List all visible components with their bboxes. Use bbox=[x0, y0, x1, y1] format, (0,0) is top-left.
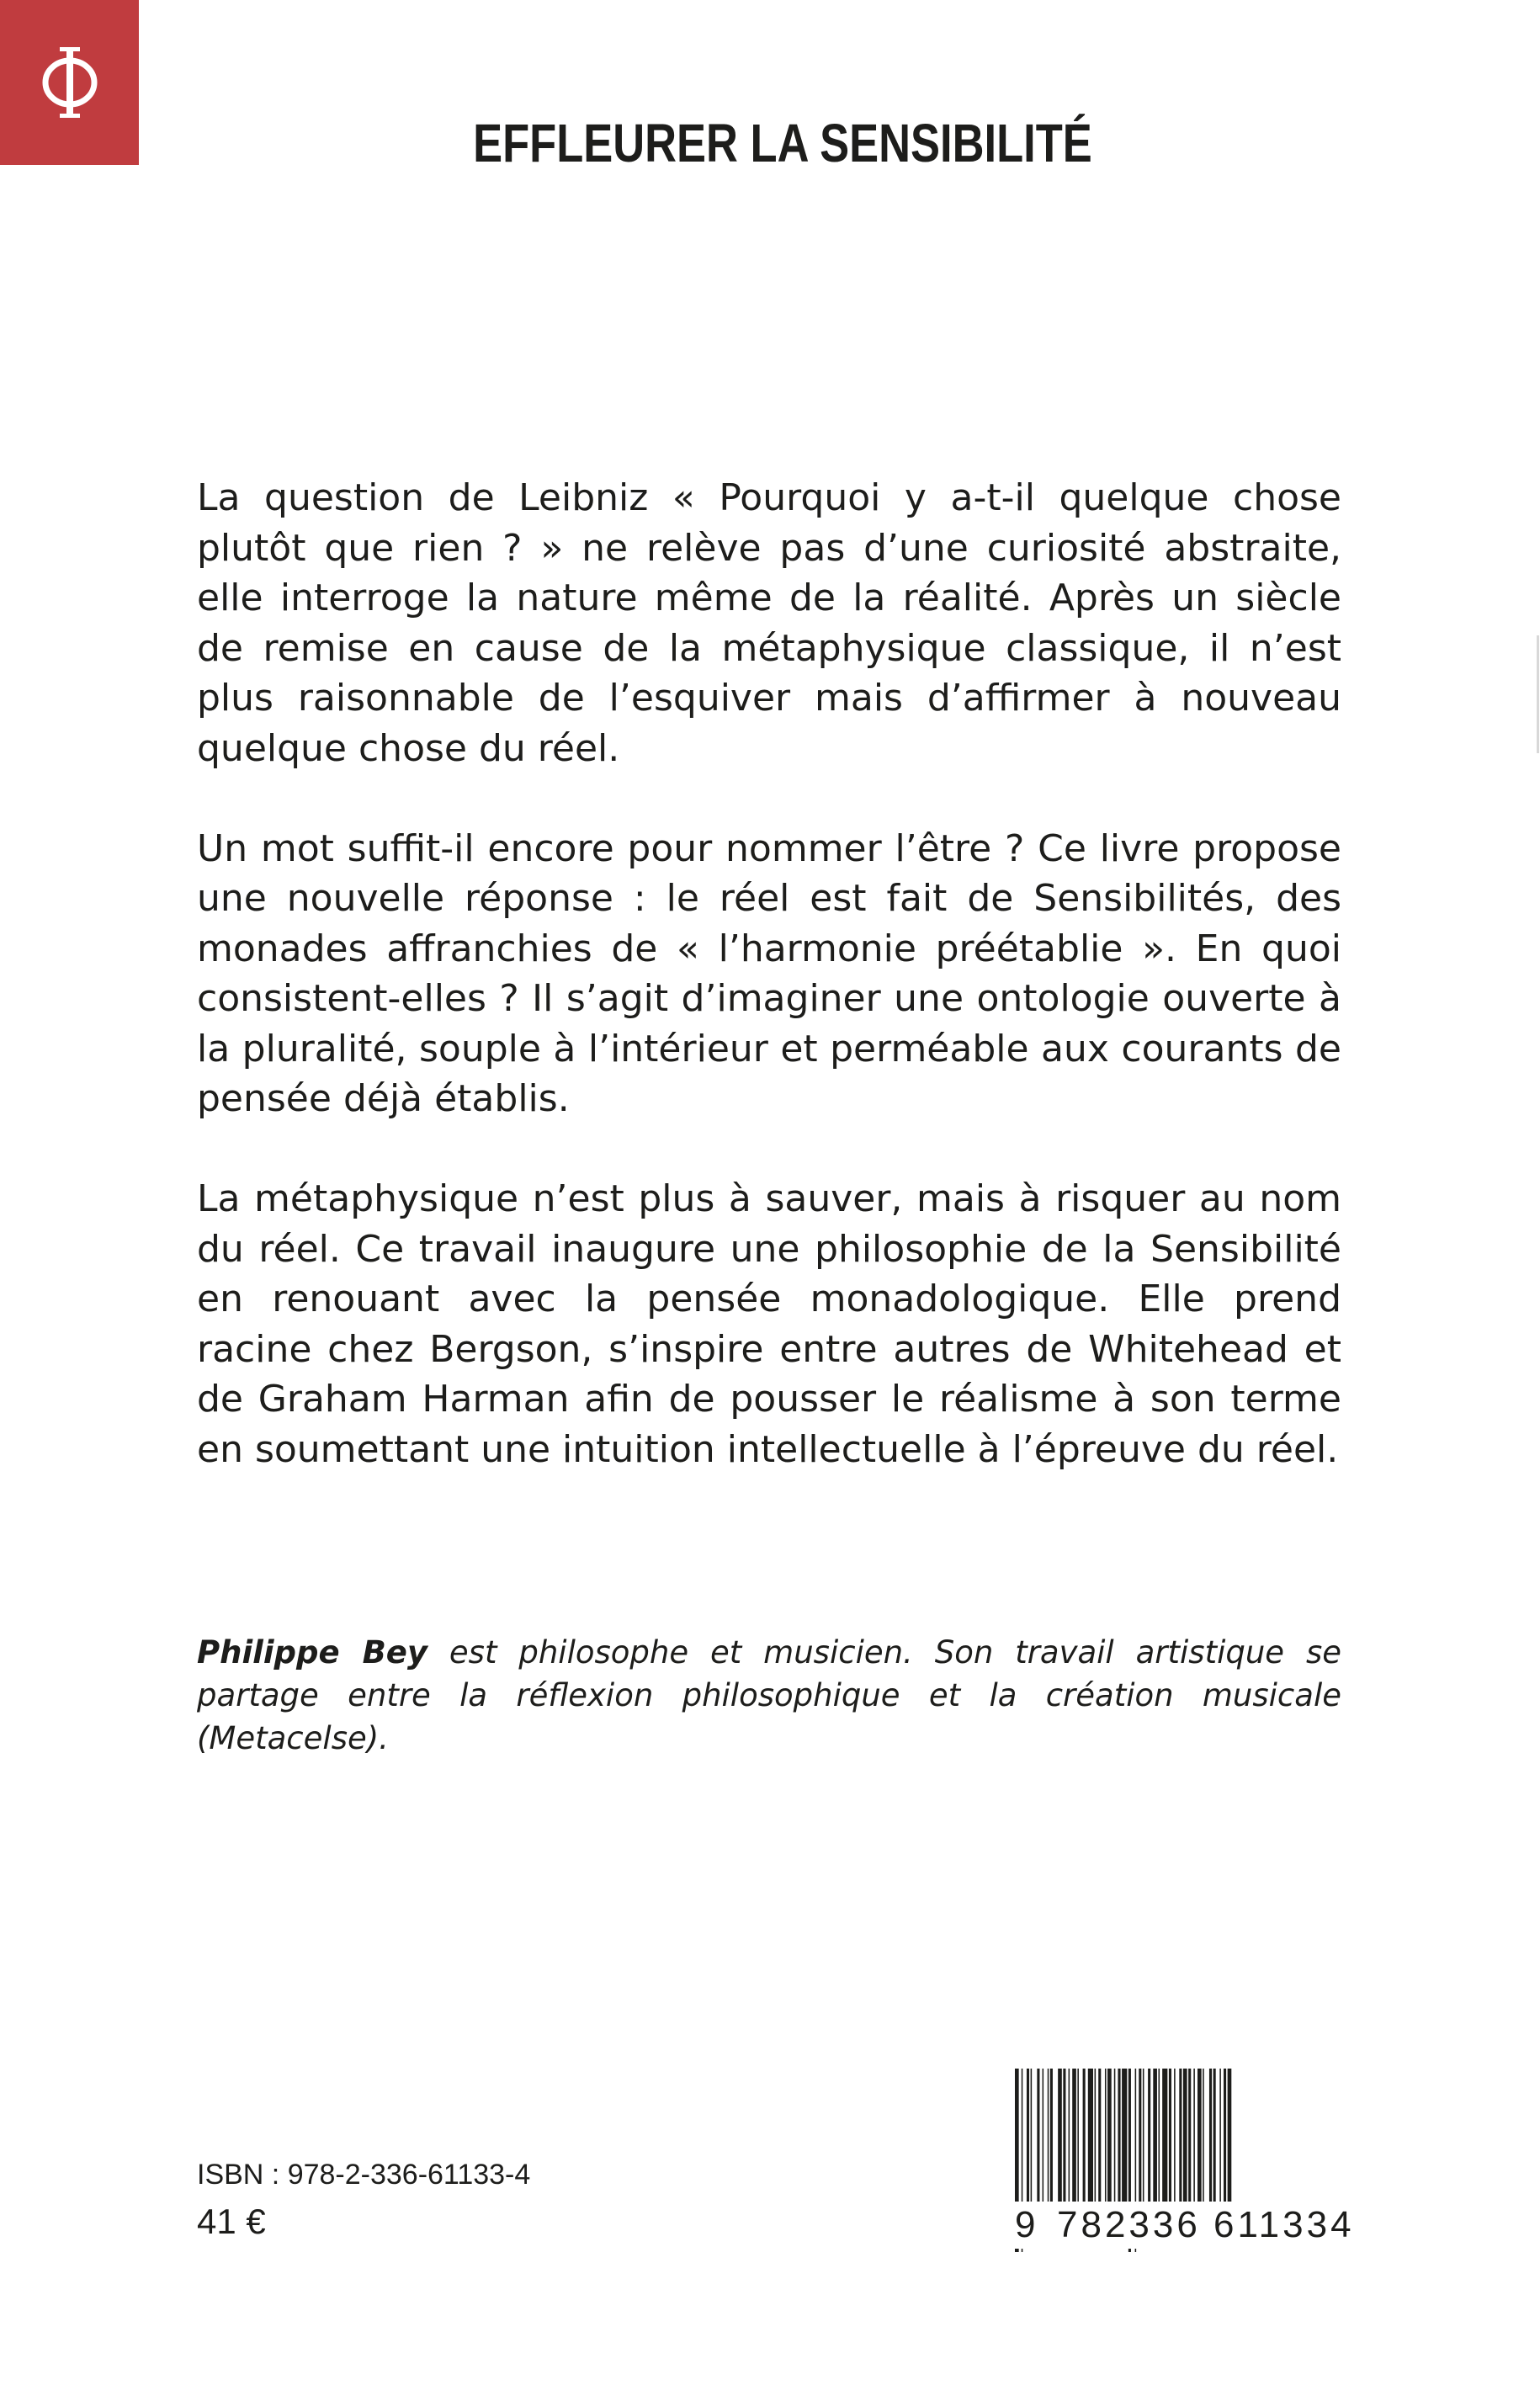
barcode-bar bbox=[1037, 2069, 1039, 2203]
author-description: est philosophe et musicien. Son travail artistique se partage entre la réflexion philosophique et la création musicale (Metacelse). bbox=[197, 1634, 1341, 1756]
edge-mark bbox=[1537, 635, 1539, 753]
author-bio bbox=[197, 1631, 1341, 1760]
barcode-bar bbox=[1048, 2069, 1049, 2203]
barcode-bar bbox=[1050, 2069, 1053, 2203]
barcode-bar bbox=[1197, 2069, 1202, 2203]
barcode-bar bbox=[1114, 2069, 1116, 2203]
barcode-digits bbox=[1015, 2202, 1362, 2249]
publisher-logo bbox=[0, 0, 139, 165]
barcode-bar bbox=[1179, 2069, 1182, 2203]
barcode-bar bbox=[1105, 2069, 1107, 2203]
barcode-bar bbox=[1107, 2069, 1112, 2203]
barcode-bar bbox=[1072, 2069, 1076, 2203]
barcode-bar bbox=[1077, 2069, 1079, 2203]
barcode-bar bbox=[1098, 2069, 1101, 2203]
author-name: Philippe Bey bbox=[197, 1634, 428, 1671]
barcode-bar bbox=[1219, 2069, 1221, 2203]
barcode-bar bbox=[1203, 2069, 1204, 2203]
barcode-bar bbox=[1083, 2069, 1086, 2203]
back-cover-text bbox=[197, 473, 1341, 1525]
barcode-bar bbox=[1118, 2069, 1120, 2203]
barcode-bar bbox=[1153, 2069, 1157, 2203]
barcode-bar bbox=[1088, 2069, 1093, 2203]
barcode-bar bbox=[1148, 2069, 1150, 2203]
barcode-bar bbox=[1162, 2069, 1167, 2203]
barcode-bar bbox=[1043, 2069, 1044, 2203]
isbn: ISBN : 978-2-336-61133-4 bbox=[197, 2159, 531, 2191]
barcode-digits-left: 782336 bbox=[1057, 2204, 1201, 2245]
paragraph: La question de Leibniz « Pourquoi y a-t-il quelque chose plutôt que rien ? » ne relève pas d’une curiosité abstraite, elle interroge la nature même de la réalité. Après un siècle de remise en cause de la métaphysique classique, il n’est plus raisonnable de l’esquiver mais d’affirmer à nouveau quelque chose du réel. bbox=[197, 476, 1341, 770]
barcode-bar bbox=[1122, 2069, 1127, 2203]
barcode-bar bbox=[1228, 2069, 1232, 2203]
barcode-digits-right: 611334 bbox=[1213, 2204, 1355, 2245]
barcode-bar bbox=[1174, 2069, 1176, 2203]
barcode-bar bbox=[1188, 2069, 1191, 2203]
barcode-bar bbox=[1031, 2069, 1033, 2203]
barcode-bar bbox=[1095, 2069, 1097, 2203]
barcode-bar bbox=[1183, 2069, 1187, 2203]
barcode-bar bbox=[1027, 2069, 1029, 2203]
barcode-bar bbox=[1224, 2069, 1226, 2203]
barcode-bar bbox=[1209, 2069, 1212, 2203]
paragraph: La métaphysique n’est plus à sauver, mais à risquer au nom du réel. Ce travail inaugure une philosophie de la Sensibilité en renouant avec la pensée monadologique. Elle prend racine chez Bergson, s’inspire entre autres de Whitehead et de Graham Harman afin de pousser le réalisme à son terme en soumettant une intuition intellectuelle à l’épreuve du réel. bbox=[197, 1177, 1341, 1471]
phi-icon bbox=[32, 32, 108, 133]
barcode-bar bbox=[1058, 2069, 1062, 2203]
barcode-bar bbox=[1193, 2069, 1195, 2203]
barcode-digit-lead: 9 bbox=[1015, 2204, 1036, 2245]
book-title: EFFLEURER LA SENSIBILITÉ bbox=[473, 113, 1092, 173]
barcode-bar bbox=[1063, 2069, 1065, 2203]
barcode-bar bbox=[1159, 2069, 1160, 2203]
barcode-bar bbox=[1213, 2069, 1216, 2203]
paragraph: Un mot suffit-il encore pour nommer l’être ? Ce livre propose une nouvelle réponse : le réel est fait de Sensibilités, des monades affranchies de « l’harmonie préétablie ». En quoi consistent-elles ? Il s’agit d’imaginer une ontologie ouverte à la pluralité, souple à l’intérieur et perméable aux courants de pensée déjà établis. bbox=[197, 826, 1341, 1120]
barcode-bar bbox=[1143, 2069, 1144, 2203]
barcode-bar bbox=[1169, 2069, 1171, 2203]
barcode-bar bbox=[1069, 2069, 1070, 2203]
barcode-bar bbox=[1139, 2069, 1141, 2203]
price: 41 € bbox=[197, 2202, 266, 2241]
